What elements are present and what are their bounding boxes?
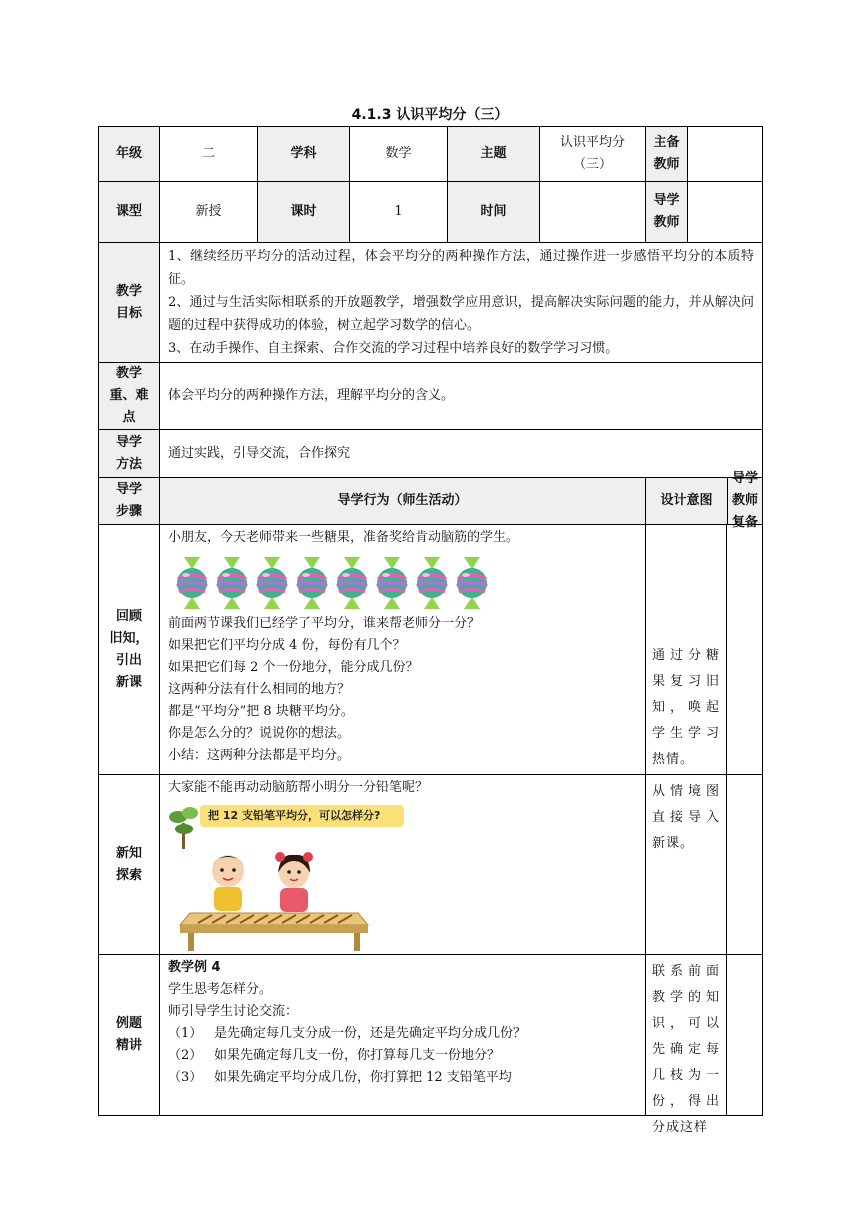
teacher-value [688,127,763,182]
guide-teacher-value [688,182,763,243]
example-line: 学生思考怎样分。 [168,982,273,997]
review-label: 回顾 旧知， 引出 新课 [99,525,160,775]
grade-value: 二 [160,127,258,182]
example-step: （1） 是先确定每几支分成一份，还是先确定平均分成几份？ [168,1026,527,1041]
review-content [160,525,646,775]
time-label: 时间 [448,182,540,243]
goal-item: 3、在动手操作、自主探索、合作交流的学习过程中培养良好的数学学习习惯。 [168,341,619,356]
example-step: （3） 如果先确定平均分成几份，你打算把 12 支铅笔平均 [168,1070,512,1085]
example-label: 例题 精讲 [99,955,160,1116]
speech-bubble-text: 把 12 支铅笔平均分，可以怎样分? [208,809,381,822]
row-key-points [99,363,763,430]
review-line: 你是怎么分的？说说你的想法。 [168,726,351,741]
example-heading: 教学例 4 [168,960,221,975]
new-knowledge-label: 新知 探索 [99,775,160,955]
candy-icon [254,555,290,611]
row-goals [99,243,763,363]
goal-item: 1、继续经历平均分的活动过程，体会平均分的两种操作方法，通过操作进一步感悟平均分的本质特征。 [168,249,754,287]
key-points-label: 教学 重、难 点 [99,363,160,430]
new-knowledge-intent: 从情境图直接导入新课。 [646,775,727,954]
subject-value: 数学 [350,127,448,182]
pencil-scene-illustration [168,803,408,951]
key-points-text: 体会平均分的两种操作方法，理解平均分的含义。 [160,363,763,430]
row-method [99,430,763,478]
col-activity-header: 导学行为（师生活动） [160,478,646,525]
review-line: 前面两节课我们已经学了平均分，谁来帮老师分一分？ [168,616,481,631]
teacher-label: 主备 教师 [646,127,688,182]
new-knowledge-content [160,775,646,955]
children-table-icon [168,803,408,951]
time-value [540,182,646,243]
col-review-header: 导学教师复备 [728,478,762,524]
goals-label: 教学 目标 [99,243,160,363]
candy-illustration [174,555,637,611]
lesson-plan-table [98,126,763,1135]
grade-label: 年级 [99,127,160,182]
candy-icon [294,555,330,611]
period-value: 1 [350,182,448,243]
review-line: 如果把它们平均分成 4 份，每份有几个？ [168,638,406,653]
steps-label: 导学 步骤 [99,478,160,525]
review-line: 都是“平均分”把 8 块糖平均分。 [168,704,354,719]
period-label: 课时 [258,182,350,243]
review-line: 如果把它们每 2 个一份地分，能分成几份？ [168,660,419,675]
review-line: 小结：这两种分法都是平均分。 [168,748,351,763]
review-notes [727,525,762,774]
example-notes [727,955,762,1115]
new-knowledge-intro: 大家能不能再动动脑筋帮小明分一分铅笔呢？ [168,780,429,795]
review-line: 这两种分法有什么相同的地方？ [168,682,351,697]
page-title: 4.1.3 认识平均分（三） [351,107,509,123]
type-value: 新授 [160,182,258,243]
candy-icon [374,555,410,611]
candy-icon [454,555,490,611]
row-new-knowledge [99,775,763,955]
goal-item: 2、通过与生活实际相联系的开放题教学，增强数学应用意识，提高解决实际问题的能力，并从解决问题的过程中获得成功的体验，树立起学习数学的信心。 [168,295,754,333]
row-grade [99,127,763,182]
example-step: （2） 如果先确定每几支一份，你打算每几支一份地分？ [168,1048,501,1063]
candy-icon [414,555,450,611]
row-steps-header [99,478,763,525]
topic-value: 认识平均分 （三） [540,127,646,182]
row-review [99,525,763,775]
row-type [99,182,763,243]
type-label: 课型 [99,182,160,243]
review-intent: 通过分糖果复习旧知，唤起学生学习热情。 [646,525,727,774]
example-line: 师引导学生讨论交流： [168,1004,299,1019]
subject-label: 学科 [258,127,350,182]
row-example [99,955,763,1116]
example-intent: 联系前面教学的知识，可以先确定每几枝为一份，得出分成这样 [646,955,727,1115]
col-intent-header: 设计意图 [646,478,728,524]
candy-icon [174,555,210,611]
example-steps [168,1023,637,1089]
method-label: 导学 方法 [99,430,160,478]
new-knowledge-notes [727,775,762,954]
guide-teacher-label: 导学 教师 [646,182,688,243]
example-content [160,955,646,1116]
candy-icon [334,555,370,611]
candy-icon [214,555,250,611]
review-intro: 小朋友，今天老师带来一些糖果，准备奖给肯动脑筋的学生。 [168,530,520,545]
topic-label: 主题 [448,127,540,182]
method-text: 通过实践，引导交流，合作探究 [160,430,763,478]
goals-content [160,243,763,363]
